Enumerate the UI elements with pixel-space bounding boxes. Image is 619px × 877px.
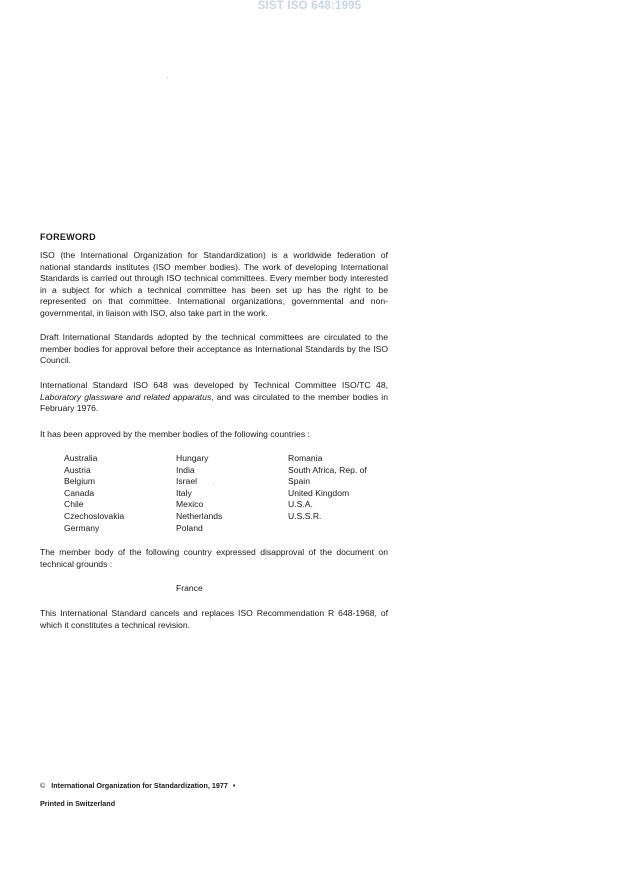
copyright-icon: © xyxy=(40,781,46,790)
country-name: Belgium xyxy=(64,476,96,487)
country-name: Netherlands xyxy=(176,510,223,521)
country-name: Hungary xyxy=(176,453,209,463)
copyright-text: International Organization for Standardization, 1977 xyxy=(51,781,228,790)
country-name: Germany xyxy=(64,522,100,533)
country-name: South Africa, Rep. of xyxy=(288,464,367,475)
country-column-3 xyxy=(288,453,367,523)
section-heading: FOREWORD xyxy=(40,232,96,242)
country-name: Chile xyxy=(64,499,84,510)
paragraph-disapproval: The member body of the following country expressed disapproval of the document on technical grounds : xyxy=(40,547,388,569)
copyright-mark: • xyxy=(232,781,236,790)
copyright-line xyxy=(40,781,235,790)
paragraph-approval-intro: It has been approved by the member bodies of the following countries : xyxy=(40,429,310,439)
committee-title: Laboratory glassware and related apparatus xyxy=(40,391,212,402)
country-name: Romania xyxy=(288,453,323,463)
country-column-2 xyxy=(176,453,222,534)
country-name: United Kingdom xyxy=(288,487,350,498)
disapproving-country: France xyxy=(176,583,203,593)
country-name: Poland xyxy=(176,522,203,533)
country-name: Mexico xyxy=(176,499,204,510)
paragraph-revision: This International Standard cancels and replaces ISO Recommendation R 648-1968, of which it constitutes a technical revision. xyxy=(40,608,388,630)
speck xyxy=(167,77,168,78)
paragraph-development xyxy=(40,380,388,415)
country-name: Canada xyxy=(64,487,95,498)
speck xyxy=(213,483,214,484)
country-name: India xyxy=(176,464,195,475)
paragraph-iso-intro: ISO (the International Organization for Standardization) is a worldwide federation of national standards institutes (ISO member bodies). The work of developing International Standards is carried out through ISO technical committees. Every member body interested in a subject for which a technical committee has been set up has the right to be represented on that committee. International organizations, governmental and non-governmental, in liaison with ISO, also take part in the work. xyxy=(40,250,388,318)
country-name: Israel xyxy=(176,476,198,487)
watermark: SIST ISO 648:1995 xyxy=(257,0,362,12)
development-text-start: International Standard ISO 648 was developed by Technical Committee ISO/TC 48, xyxy=(40,380,388,390)
development-text-end: , and was circulated to the member bodies in February 1976. xyxy=(40,391,388,414)
country-name: Austria xyxy=(64,464,91,475)
country-name: U.S.A. xyxy=(288,499,313,510)
country-name: Spain xyxy=(288,476,310,487)
country-column-1 xyxy=(64,453,124,534)
country-name: U.S.S.R. xyxy=(288,510,322,521)
country-name: Italy xyxy=(176,487,192,498)
printed-in: Printed in Switzerland xyxy=(40,799,116,808)
country-name: Czechoslovakia xyxy=(64,510,125,521)
country-name: Australia xyxy=(64,453,98,463)
paragraph-draft-standards: Draft International Standards adopted by the technical committees are circulated to the member bodies for approval before their acceptance as International Standards by the ISO Council. xyxy=(40,332,388,366)
